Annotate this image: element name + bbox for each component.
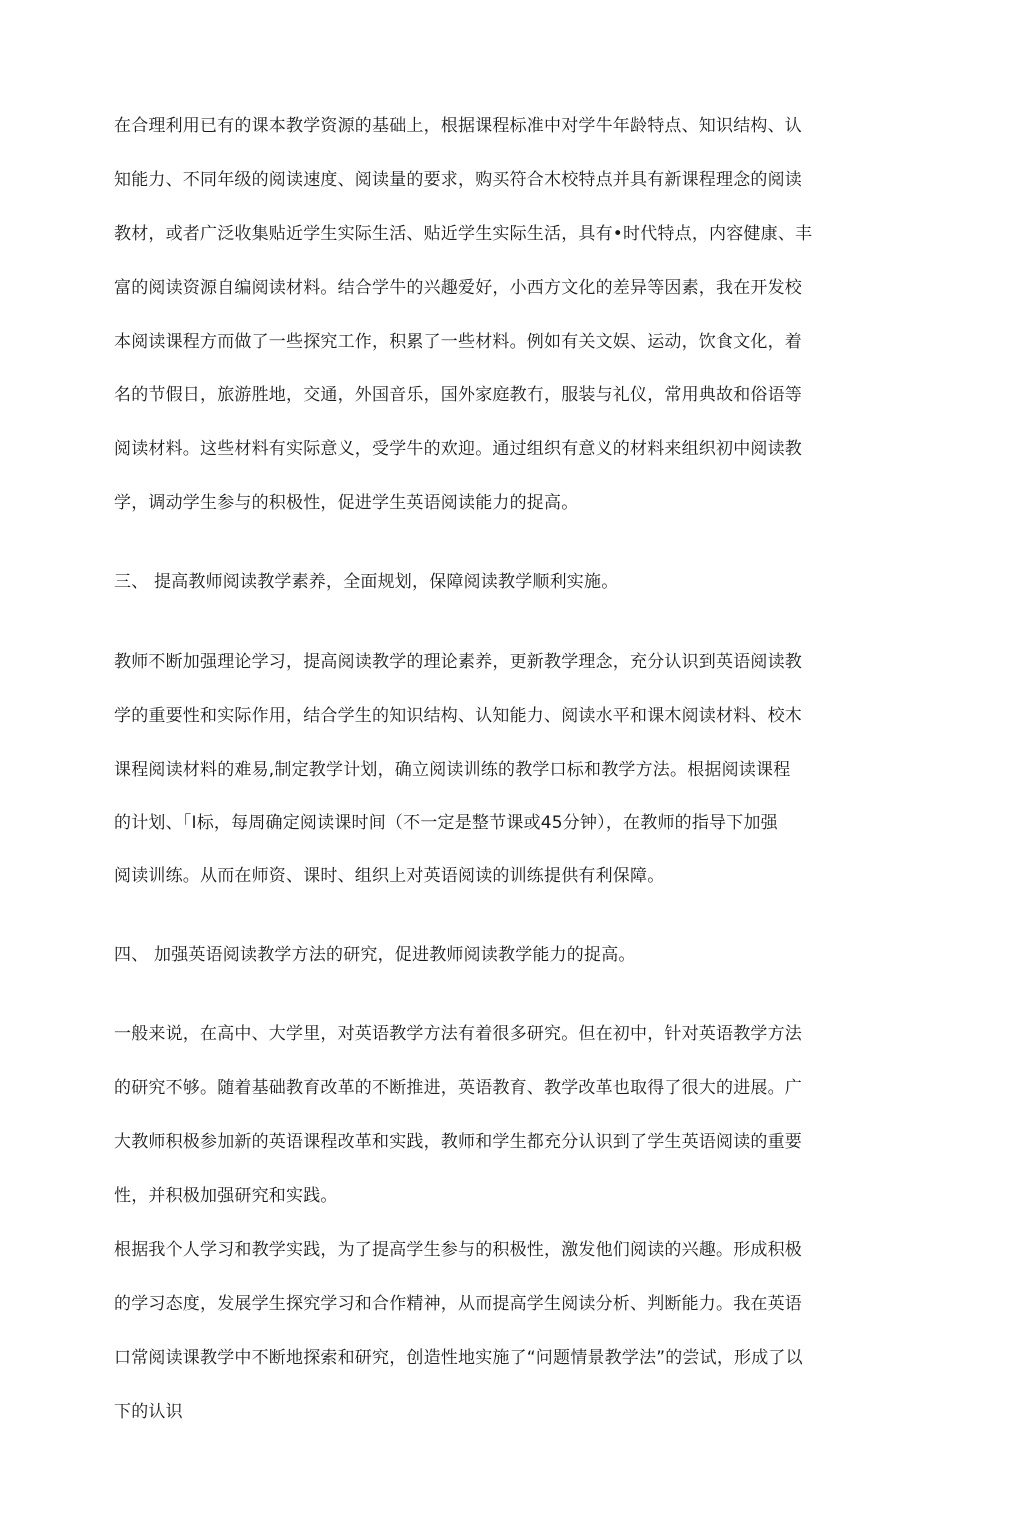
paragraph-4-line-2: 的学习态度，发展学生探究学习和合作精神，从而提高学生阅读分析、判断能力。我在英语 (114, 1294, 802, 1314)
paragraph-1-line-5: 本阅读课程方而做了一些探究工作，积累了一些材料。例如有关文娱、运动，饮食文化，着 (114, 332, 802, 352)
paragraph-1-line-3: 教材，或者广泛收集贴近学生实际生活、贴近学生实际生活，具有•时代特点，内容健康、丰 (114, 224, 813, 244)
paragraph-3-line-3: 大教师积极参加新的英语课程改革和实践，教师和学生都充分认识到了学生英语阅读的重要 (114, 1132, 802, 1152)
paragraph-4-line-4: 下的认识 (114, 1402, 183, 1422)
paragraph-2-line-2: 学的重要性和实际作用，结合学生的知识结构、认知能力、阅读水平和课木阅读材料、校木 (114, 706, 802, 726)
paragraph-1-line-4: 富的阅读资源自编阅读材料。结合学牛的兴趣爱好，小西方文化的差异等因素，我在开发校 (114, 278, 802, 298)
paragraph-2-line-5: 阅读训练。从而在师资、课时、组织上对英语阅读的训练提供有利保障。 (114, 866, 665, 886)
paragraph-1-line-1: 在合理利用已有的课本教学资源的基础上，根据课程标准中对学牛年龄特点、知识结构、认 (114, 116, 802, 136)
paragraph-4-line-1: 根据我个人学习和教学实践，为了提高学生参与的积极性，激发他们阅读的兴趣。形成积极 (114, 1240, 802, 1260)
paragraph-2-line-4: 的计划、「I标，每周确定阅读课时间（不一定是整节课或45分钟），在教师的指导下加强 (114, 813, 778, 833)
section-heading-4: 四、 加强英语阅读教学方法的研究，促进教师阅读教学能力的捉高。 (114, 945, 636, 965)
paragraph-1-line-6: 名的节假日，旅游胜地，交通，外国音乐，国外家庭教冇，服装与礼仪，常用典故和俗语等 (114, 385, 802, 405)
paragraph-3-line-1: 一般来说，在高中、大学里，对英语教学方法有着很多研究。但在初中，针对英语教学方法 (114, 1024, 802, 1044)
paragraph-1-line-7: 阅读材料。这些材料有实际意义，受学牛的欢迎。通过组织有意义的材料来组织初中阅读教 (114, 439, 802, 459)
section-heading-3: 三、 提高教师阅读教学素养，全面规划，保障阅读教学顺利实施。 (114, 572, 619, 592)
paragraph-3-line-4: 性，并积极加强研究和实践。 (114, 1186, 338, 1206)
paragraph-2-line-1: 教师不断加强理论学习，提高阅读教学的理论素养，更新教学理念，充分认识到英语阅读教 (114, 652, 802, 672)
paragraph-3-line-2: 的研究不够。随着基础教育改革的不断推进，英语教育、教学改革也取得了很大的进展。广 (114, 1078, 802, 1098)
paragraph-2-line-3: 课程阅读材料的难易,制定教学计划，确立阅读训练的教学口标和教学方法。根据阅读课程 (114, 760, 791, 780)
paragraph-1-line-8: 学，调动学生参与的积极性，促进学生英语阅读能力的捉高。 (114, 493, 579, 513)
paragraph-4-line-3: 口常阅读课教学中不断地探索和研究，创造性地实施了“问题情景教学法”的尝试，形成了以 (114, 1348, 803, 1368)
paragraph-1-line-2: 知能力、不同年级的阅读速度、阅读量的要求，购买符合木校特点并具有新课程理念的阅读 (114, 170, 802, 190)
